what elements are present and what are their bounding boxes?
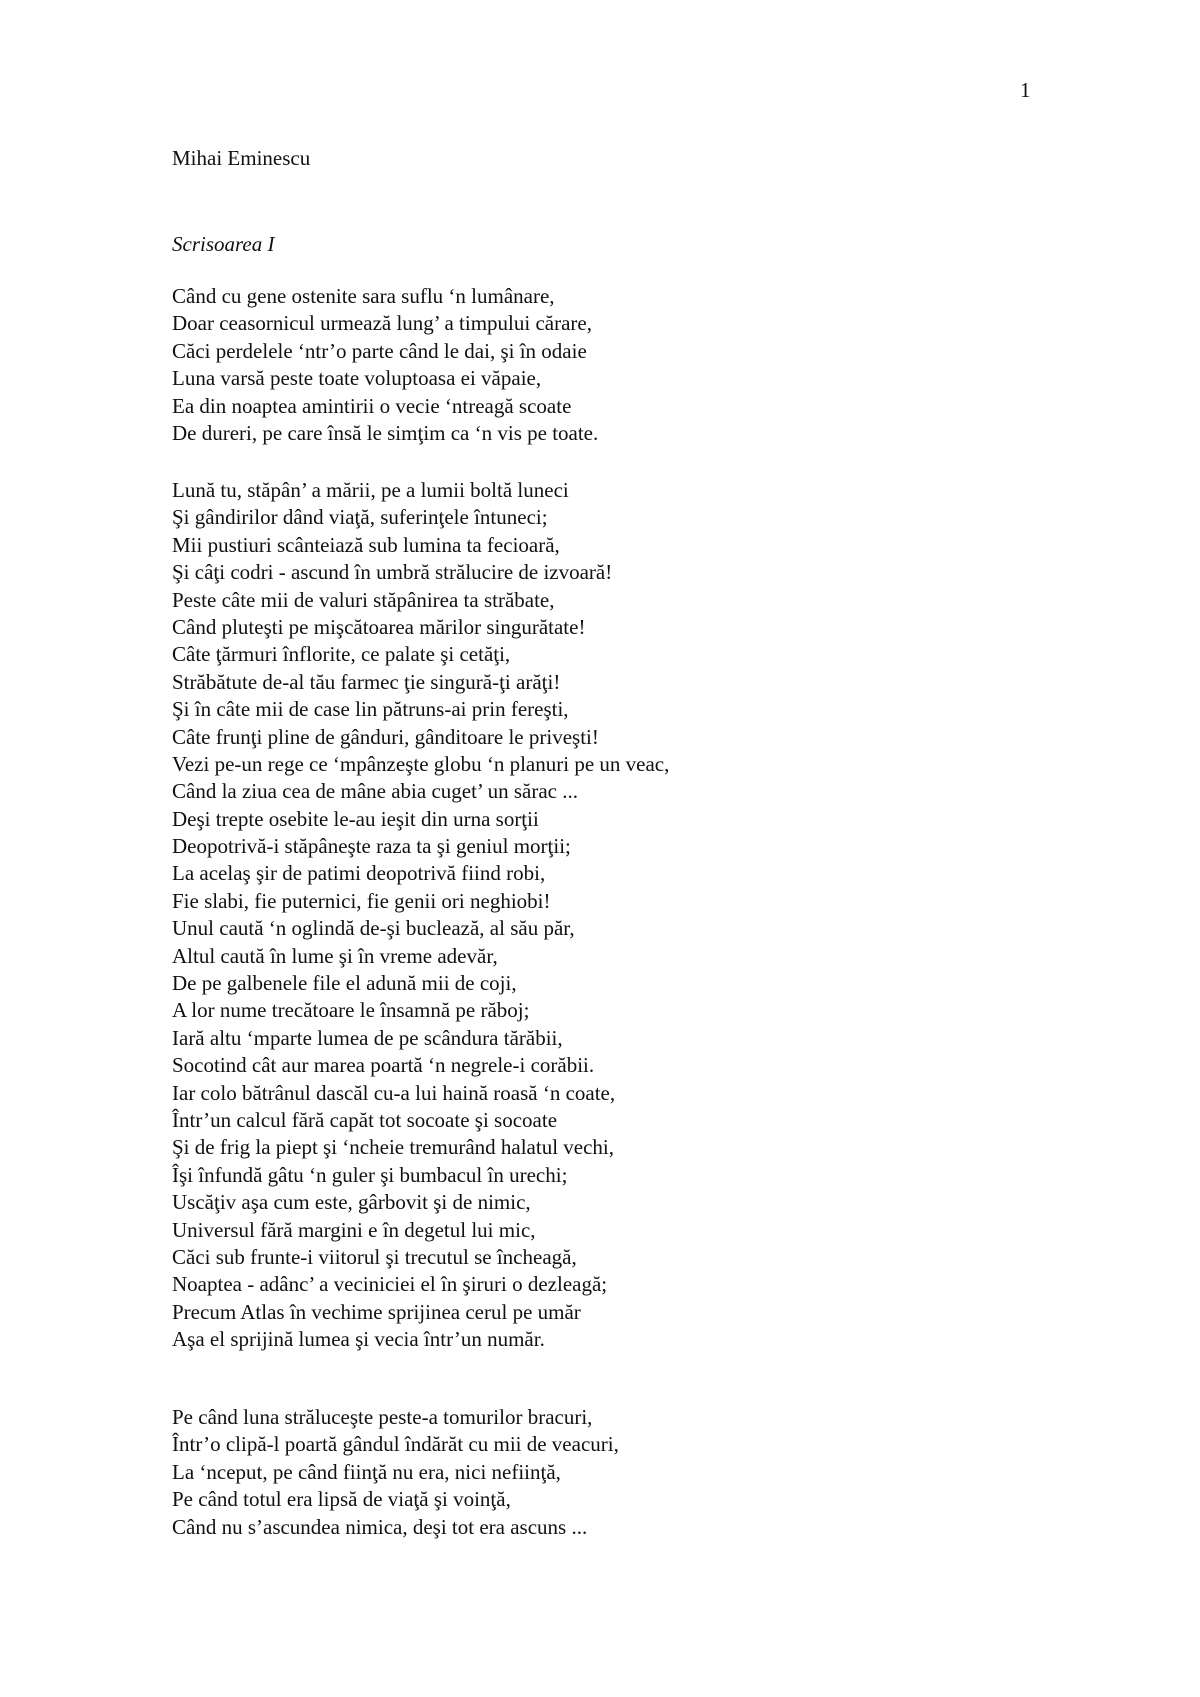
poem-line: Doar ceasornicul urmează lung’ a timpului cărare, <box>172 311 592 336</box>
poem-line: Într’un calcul fără capăt tot socoate şi socoate <box>172 1107 558 1132</box>
poem-line: Luna varsă peste toate voluptoasa ei văpaie, <box>172 366 542 391</box>
stanza-3 <box>172 1404 619 1541</box>
poem-line: Socotind cât aur marea poartă ‘n negrele-i corăbii. <box>172 1053 595 1078</box>
poem-line: Câte frunţi pline de gânduri, gânditoare le priveşti! <box>172 724 599 749</box>
poem-title: Scrisoarea I <box>172 232 275 256</box>
poem-line: Lună tu, stăpân’ a mării, pe a lumii boltă luneci <box>172 478 569 502</box>
poem-line: Căci perdelele ‘ntr’o parte când le dai, şi în odaie <box>172 338 587 363</box>
poem-line: Ea din noaptea amintirii o vecie ‘ntreagă scoate <box>172 393 572 418</box>
poem-line: Noaptea - adânc’ a veciniciei el în şiruri o dezleagă; <box>172 1272 608 1297</box>
stanza-2 <box>172 477 669 1354</box>
poem-line: Iar colo bătrânul dascăl cu-a lui haină roasă ‘n coate, <box>172 1080 616 1105</box>
poem-line: Fie slabi, fie puternici, fie genii ori neghiobi! <box>172 888 551 913</box>
poem-line: Într’o clipă-l poartă gândul îndărăt cu mii de veacuri, <box>172 1432 619 1457</box>
poem-line: Vezi pe-un rege ce ‘mpânzeşte globu ‘n planuri pe un veac, <box>172 751 670 776</box>
stanza-1 <box>172 283 598 447</box>
poem-line: Universul fără margini e în degetul lui mic, <box>172 1217 536 1242</box>
poem-line: Străbătute de-al tău farmec ţie singură-ţi arăţi! <box>172 669 561 694</box>
poem-line: Şi de frig la piept şi ‘ncheie tremurând halatul vechi, <box>172 1135 615 1160</box>
poem-line: Uscăţiv aşa cum este, gârbovit şi de nimic, <box>172 1190 531 1215</box>
poem-line: La ‘nceput, pe când fiinţă nu era, nici nefiinţă, <box>172 1459 561 1484</box>
author-name: Mihai Eminescu <box>172 146 311 170</box>
poem-line: Când nu s’ascundea nimica, deşi tot era ascuns ... <box>172 1514 588 1539</box>
poem-line: Iară altu ‘mparte lumea de pe scândura tărăbii, <box>172 1025 563 1050</box>
poem-line: Precum Atlas în vechime sprijinea cerul pe umăr <box>172 1299 581 1324</box>
poem-line: Şi în câte mii de case lin pătruns-ai prin fereşti, <box>172 697 569 722</box>
page-number: 1 <box>1020 78 1031 102</box>
poem-line: Deşi trepte osebite le-au ieşit din urna sorţii <box>172 806 539 831</box>
poem-line: Pe când luna străluceşte peste-a tomurilor bracuri, <box>172 1405 593 1429</box>
poem-line: Mii pustiuri scânteiază sub lumina ta fecioară, <box>172 532 560 557</box>
poem-line: Peste câte mii de valuri stăpânirea ta străbate, <box>172 587 555 612</box>
poem-line: A lor nume trecătoare le însamnă pe răboj; <box>172 998 530 1023</box>
poem-line: De pe galbenele file el adună mii de coji, <box>172 971 517 996</box>
poem-line: Când la ziua cea de mâne abia cuget’ un sărac ... <box>172 779 578 804</box>
poem-line: Altul caută în lume şi în vreme adevăr, <box>172 943 498 968</box>
poem-line: Şi gândirilor dând viaţă, suferinţele întuneci; <box>172 505 548 530</box>
poem-line: Îşi înfundă gâtu ‘n guler şi bumbacul în urechi; <box>172 1162 568 1187</box>
poem-line: Căci sub frunte-i viitorul şi trecutul se încheagă, <box>172 1244 577 1269</box>
poem-line: Câte ţărmuri înflorite, ce palate şi cetăţi, <box>172 642 511 667</box>
poem-line: Şi câţi codri - ascund în umbră strălucire de izvoară! <box>172 560 613 585</box>
poem-line: Aşa el sprijină lumea şi vecia într’un număr. <box>172 1327 545 1352</box>
poem-line: Unul caută ‘n oglindă de-şi buclează, al său păr, <box>172 916 575 941</box>
poem-line: Pe când totul era lipsă de viaţă şi voinţă, <box>172 1487 511 1512</box>
poem-line: La acelaş şir de patimi deopotrivă fiind robi, <box>172 861 546 886</box>
poem-line: Deopotrivă-i stăpâneşte raza ta şi geniul morţii; <box>172 834 571 859</box>
poem-line: Când cu gene ostenite sara suflu ‘n lumânare, <box>172 284 555 308</box>
poem-line: Când pluteşti pe mişcătoarea mărilor singurătate! <box>172 614 586 639</box>
poem-line: De dureri, pe care însă le simţim ca ‘n vis pe toate. <box>172 420 599 445</box>
